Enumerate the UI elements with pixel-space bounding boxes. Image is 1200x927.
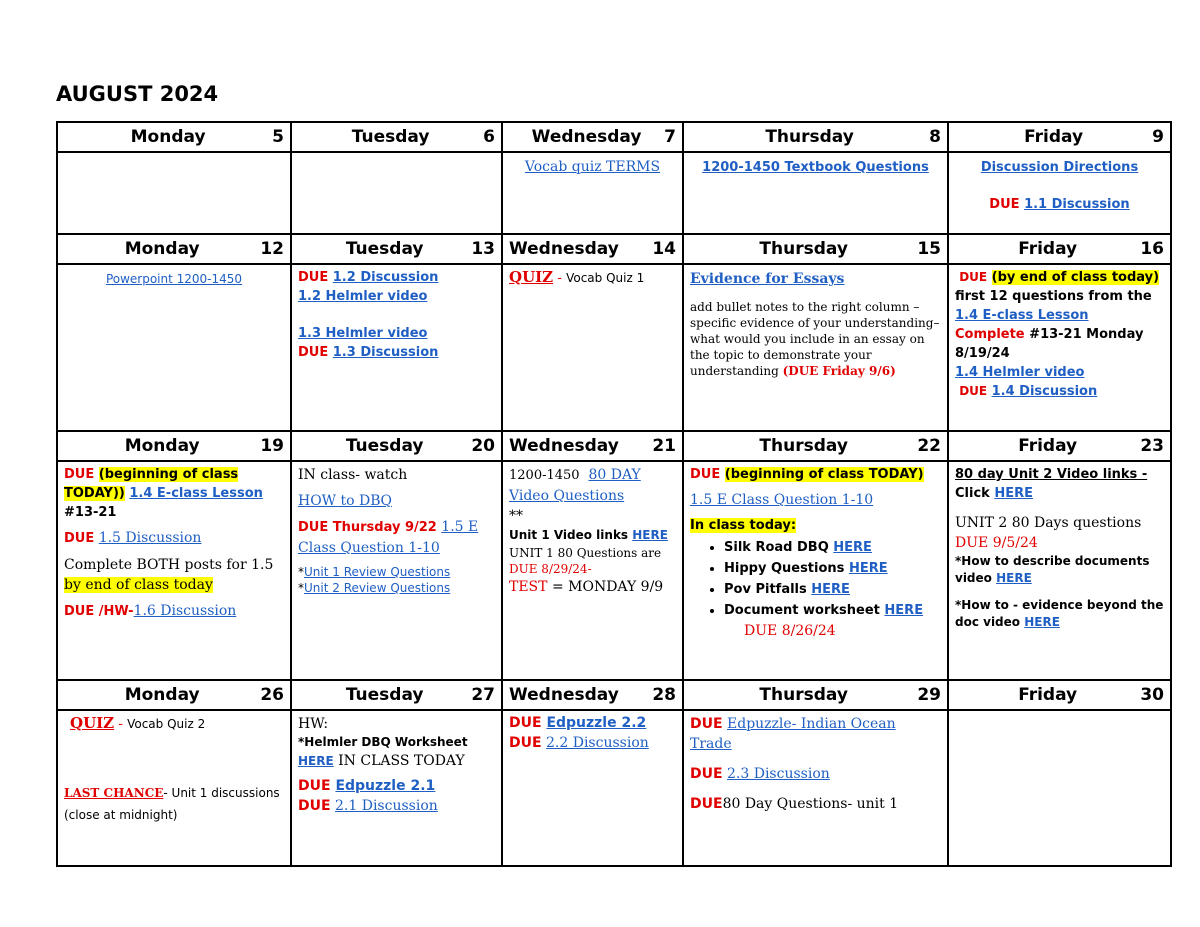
list-item: • Document worksheet HERE bbox=[724, 600, 941, 621]
day-header: Tuesday 6 bbox=[291, 122, 502, 152]
list-item: • Hippy Questions HERE bbox=[724, 558, 941, 579]
day-cell bbox=[291, 152, 502, 234]
powerpoint-link[interactable]: Powerpoint 1200-1450 bbox=[105, 272, 243, 286]
textbook-questions-link[interactable]: 1200-1450 Textbook Questions bbox=[702, 160, 929, 175]
helmler-video-1-2-link[interactable]: 1.2 Helmler video bbox=[298, 289, 428, 304]
week-row bbox=[57, 710, 1171, 866]
week-row bbox=[57, 152, 1171, 234]
discussion-2-1-link[interactable]: 2.1 Discussion bbox=[335, 798, 438, 814]
day-header: Monday 5 bbox=[57, 122, 291, 152]
unit-2-here-link[interactable]: HERE bbox=[994, 486, 1033, 501]
day-cell: QUIZ - Vocab Quiz 2 LAST CHANCE- Unit 1 discussions (close at midnight) bbox=[57, 710, 291, 866]
day-header: Wednesday 7 bbox=[502, 122, 683, 152]
80-day-video-link[interactable]: 80 DAY Video Questions bbox=[509, 467, 641, 504]
day-header: Friday 16 bbox=[948, 234, 1171, 264]
e-class-lesson-1-4-link[interactable]: 1.4 E-class Lesson bbox=[955, 308, 1089, 323]
describe-docs-here-link[interactable]: HERE bbox=[996, 571, 1032, 585]
day-header: Thursday 15 bbox=[683, 234, 948, 264]
day-header: Friday 23 bbox=[948, 431, 1171, 461]
day-cell bbox=[57, 152, 291, 234]
day-cell: IN class- watch HOW to DBQ DUE Thursday 9/22 1.5 E Class Question 1-10 *Unit 1 Review Questions *Unit 2 Review Questions bbox=[291, 461, 502, 680]
day-header: Thursday 22 bbox=[683, 431, 948, 461]
day-cell: QUIZ - Vocab Quiz 1 bbox=[502, 264, 683, 431]
day-cell: DUE Edpuzzle- Indian Ocean Trade DUE 2.3 Discussion DUE80 Day Questions- unit 1 bbox=[683, 710, 948, 866]
how-to-dbq-link[interactable]: HOW to DBQ bbox=[298, 493, 393, 509]
helmler-video-1-4-link[interactable]: 1.4 Helmler video bbox=[955, 365, 1085, 380]
day-cell: DUE 1.2 Discussion 1.2 Helmler video 1.3 Helmler video DUE 1.3 Discussion bbox=[291, 264, 502, 431]
day-cell bbox=[57, 264, 291, 431]
dbq-worksheet-here-link[interactable]: HERE bbox=[298, 754, 334, 768]
discussion-2-3-link[interactable]: 2.3 Discussion bbox=[727, 766, 830, 782]
day-cell: DUE (by end of class today) first 12 questions from the 1.4 E-class Lesson Complete #13-21 Monday 8/19/24 1.4 Helmler video DUE 1.4 Discussion bbox=[948, 264, 1171, 431]
in-class-list bbox=[690, 537, 941, 621]
edpuzzle-2-1-link[interactable]: Edpuzzle 2.1 bbox=[335, 778, 436, 794]
day-cell: Evidence for Essays add bullet notes to the right column – specific evidence of your understanding– what would you include in an essay on the topic to demonstrate your understanding (DUE Friday 9/6) bbox=[683, 264, 948, 431]
day-header: Friday 9 bbox=[948, 122, 1171, 152]
day-header: Wednesday 28 bbox=[502, 680, 683, 710]
day-header: Thursday 29 bbox=[683, 680, 948, 710]
page-title: AUGUST 2024 bbox=[56, 82, 219, 106]
discussion-1-3-link[interactable]: 1.3 Discussion bbox=[332, 345, 439, 360]
discussion-1-2-link[interactable]: 1.2 Discussion bbox=[332, 270, 439, 285]
unit-1-video-here-link[interactable]: HERE bbox=[632, 528, 668, 542]
unit-2-video-links: 80 day Unit 2 Video links - bbox=[955, 467, 1148, 482]
edpuzzle-indian-ocean-link[interactable]: Edpuzzle- Indian Ocean Trade bbox=[690, 716, 896, 752]
vocab-terms-link[interactable]: Vocab quiz TERMS bbox=[524, 159, 661, 175]
hippy-here-link[interactable]: HERE bbox=[848, 561, 888, 576]
evidence-beyond-here-link[interactable]: HERE bbox=[1024, 615, 1060, 629]
day-header: Monday 12 bbox=[57, 234, 291, 264]
discussion-1-1-link[interactable]: 1.1 Discussion bbox=[1024, 197, 1130, 212]
day-cell: DUE (beginning of class TODAY)) 1.4 E-class Lesson #13-21 DUE 1.5 Discussion Complete BOTH posts for 1.5 by end of class today DUE /HW-1.6 Discussion bbox=[57, 461, 291, 680]
helmler-video-1-3-link[interactable]: 1.3 Helmler video bbox=[298, 326, 428, 341]
unit-1-review-link[interactable]: Unit 1 Review Questions bbox=[304, 565, 451, 579]
week-header bbox=[57, 431, 1171, 461]
calendar-table bbox=[56, 121, 1172, 867]
week-header bbox=[57, 680, 1171, 710]
doc-worksheet-here-link[interactable]: HERE bbox=[884, 603, 924, 618]
week-row bbox=[57, 264, 1171, 431]
day-cell: 80 day Unit 2 Video links - Click HERE UNIT 2 80 Days questions DUE 9/5/24 *How to describe documents video HERE *How to - evidence beyond the doc video HERE bbox=[948, 461, 1171, 680]
list-item: • Pov Pitfalls HERE bbox=[724, 579, 941, 600]
day-header: Friday 30 bbox=[948, 680, 1171, 710]
e-class-question-1-5-link[interactable]: 1.5 E Class Question 1-10 bbox=[690, 492, 874, 508]
day-header: Tuesday 20 bbox=[291, 431, 502, 461]
day-header: Wednesday 14 bbox=[502, 234, 683, 264]
day-cell: 1200-1450 80 DAY Video Questions ** Unit 1 Video links HERE UNIT 1 80 Questions are DUE 8/29/24- TEST = MONDAY 9/9 bbox=[502, 461, 683, 680]
edpuzzle-2-2-link[interactable]: Edpuzzle 2.2 bbox=[546, 715, 647, 731]
day-header: Tuesday 27 bbox=[291, 680, 502, 710]
discussion-1-4-link[interactable]: 1.4 Discussion bbox=[991, 384, 1098, 399]
discussion-2-2-link[interactable]: 2.2 Discussion bbox=[546, 735, 649, 751]
week-header bbox=[57, 122, 1171, 152]
discussion-1-5-link[interactable]: 1.5 Discussion bbox=[98, 530, 202, 546]
day-cell: DUE Edpuzzle 2.2 DUE 2.2 Discussion bbox=[502, 710, 683, 866]
day-cell bbox=[683, 152, 948, 234]
pov-here-link[interactable]: HERE bbox=[811, 582, 850, 597]
discussion-directions-link[interactable]: Discussion Directions bbox=[980, 160, 1139, 175]
day-header: Wednesday 21 bbox=[502, 431, 683, 461]
day-cell bbox=[948, 710, 1171, 866]
list-item: • Silk Road DBQ HERE bbox=[724, 537, 941, 558]
unit-2-review-link[interactable]: Unit 2 Review Questions bbox=[304, 581, 451, 595]
evidence-essays-link[interactable]: Evidence for Essays bbox=[690, 271, 845, 287]
day-cell: Discussion Directions DUE 1.1 Discussion bbox=[948, 152, 1171, 234]
day-header: Tuesday 13 bbox=[291, 234, 502, 264]
e-class-lesson-1-4-link[interactable]: 1.4 E-class Lesson bbox=[129, 486, 263, 501]
week-row bbox=[57, 461, 1171, 680]
discussion-1-6-link[interactable]: 1.6 Discussion bbox=[133, 603, 237, 619]
day-header: Thursday 8 bbox=[683, 122, 948, 152]
day-cell bbox=[502, 152, 683, 234]
week-header bbox=[57, 234, 1171, 264]
silk-road-here-link[interactable]: HERE bbox=[833, 540, 872, 555]
day-header: Monday 19 bbox=[57, 431, 291, 461]
day-cell: HW: *Helmler DBQ Worksheet HERE IN CLASS TODAY DUE Edpuzzle 2.1 DUE 2.1 Discussion bbox=[291, 710, 502, 866]
day-cell: DUE (beginning of class TODAY) 1.5 E Class Question 1-10 In class today: • Silk Road DBQ HERE • Hippy Questions HERE • Pov Pitfalls HERE • Document worksheet HERE DUE 8/26/24 bbox=[683, 461, 948, 680]
day-header: Monday 26 bbox=[57, 680, 291, 710]
e-class-question-1-5-link[interactable]: 1.5 E Class Question 1-10 bbox=[298, 519, 479, 556]
